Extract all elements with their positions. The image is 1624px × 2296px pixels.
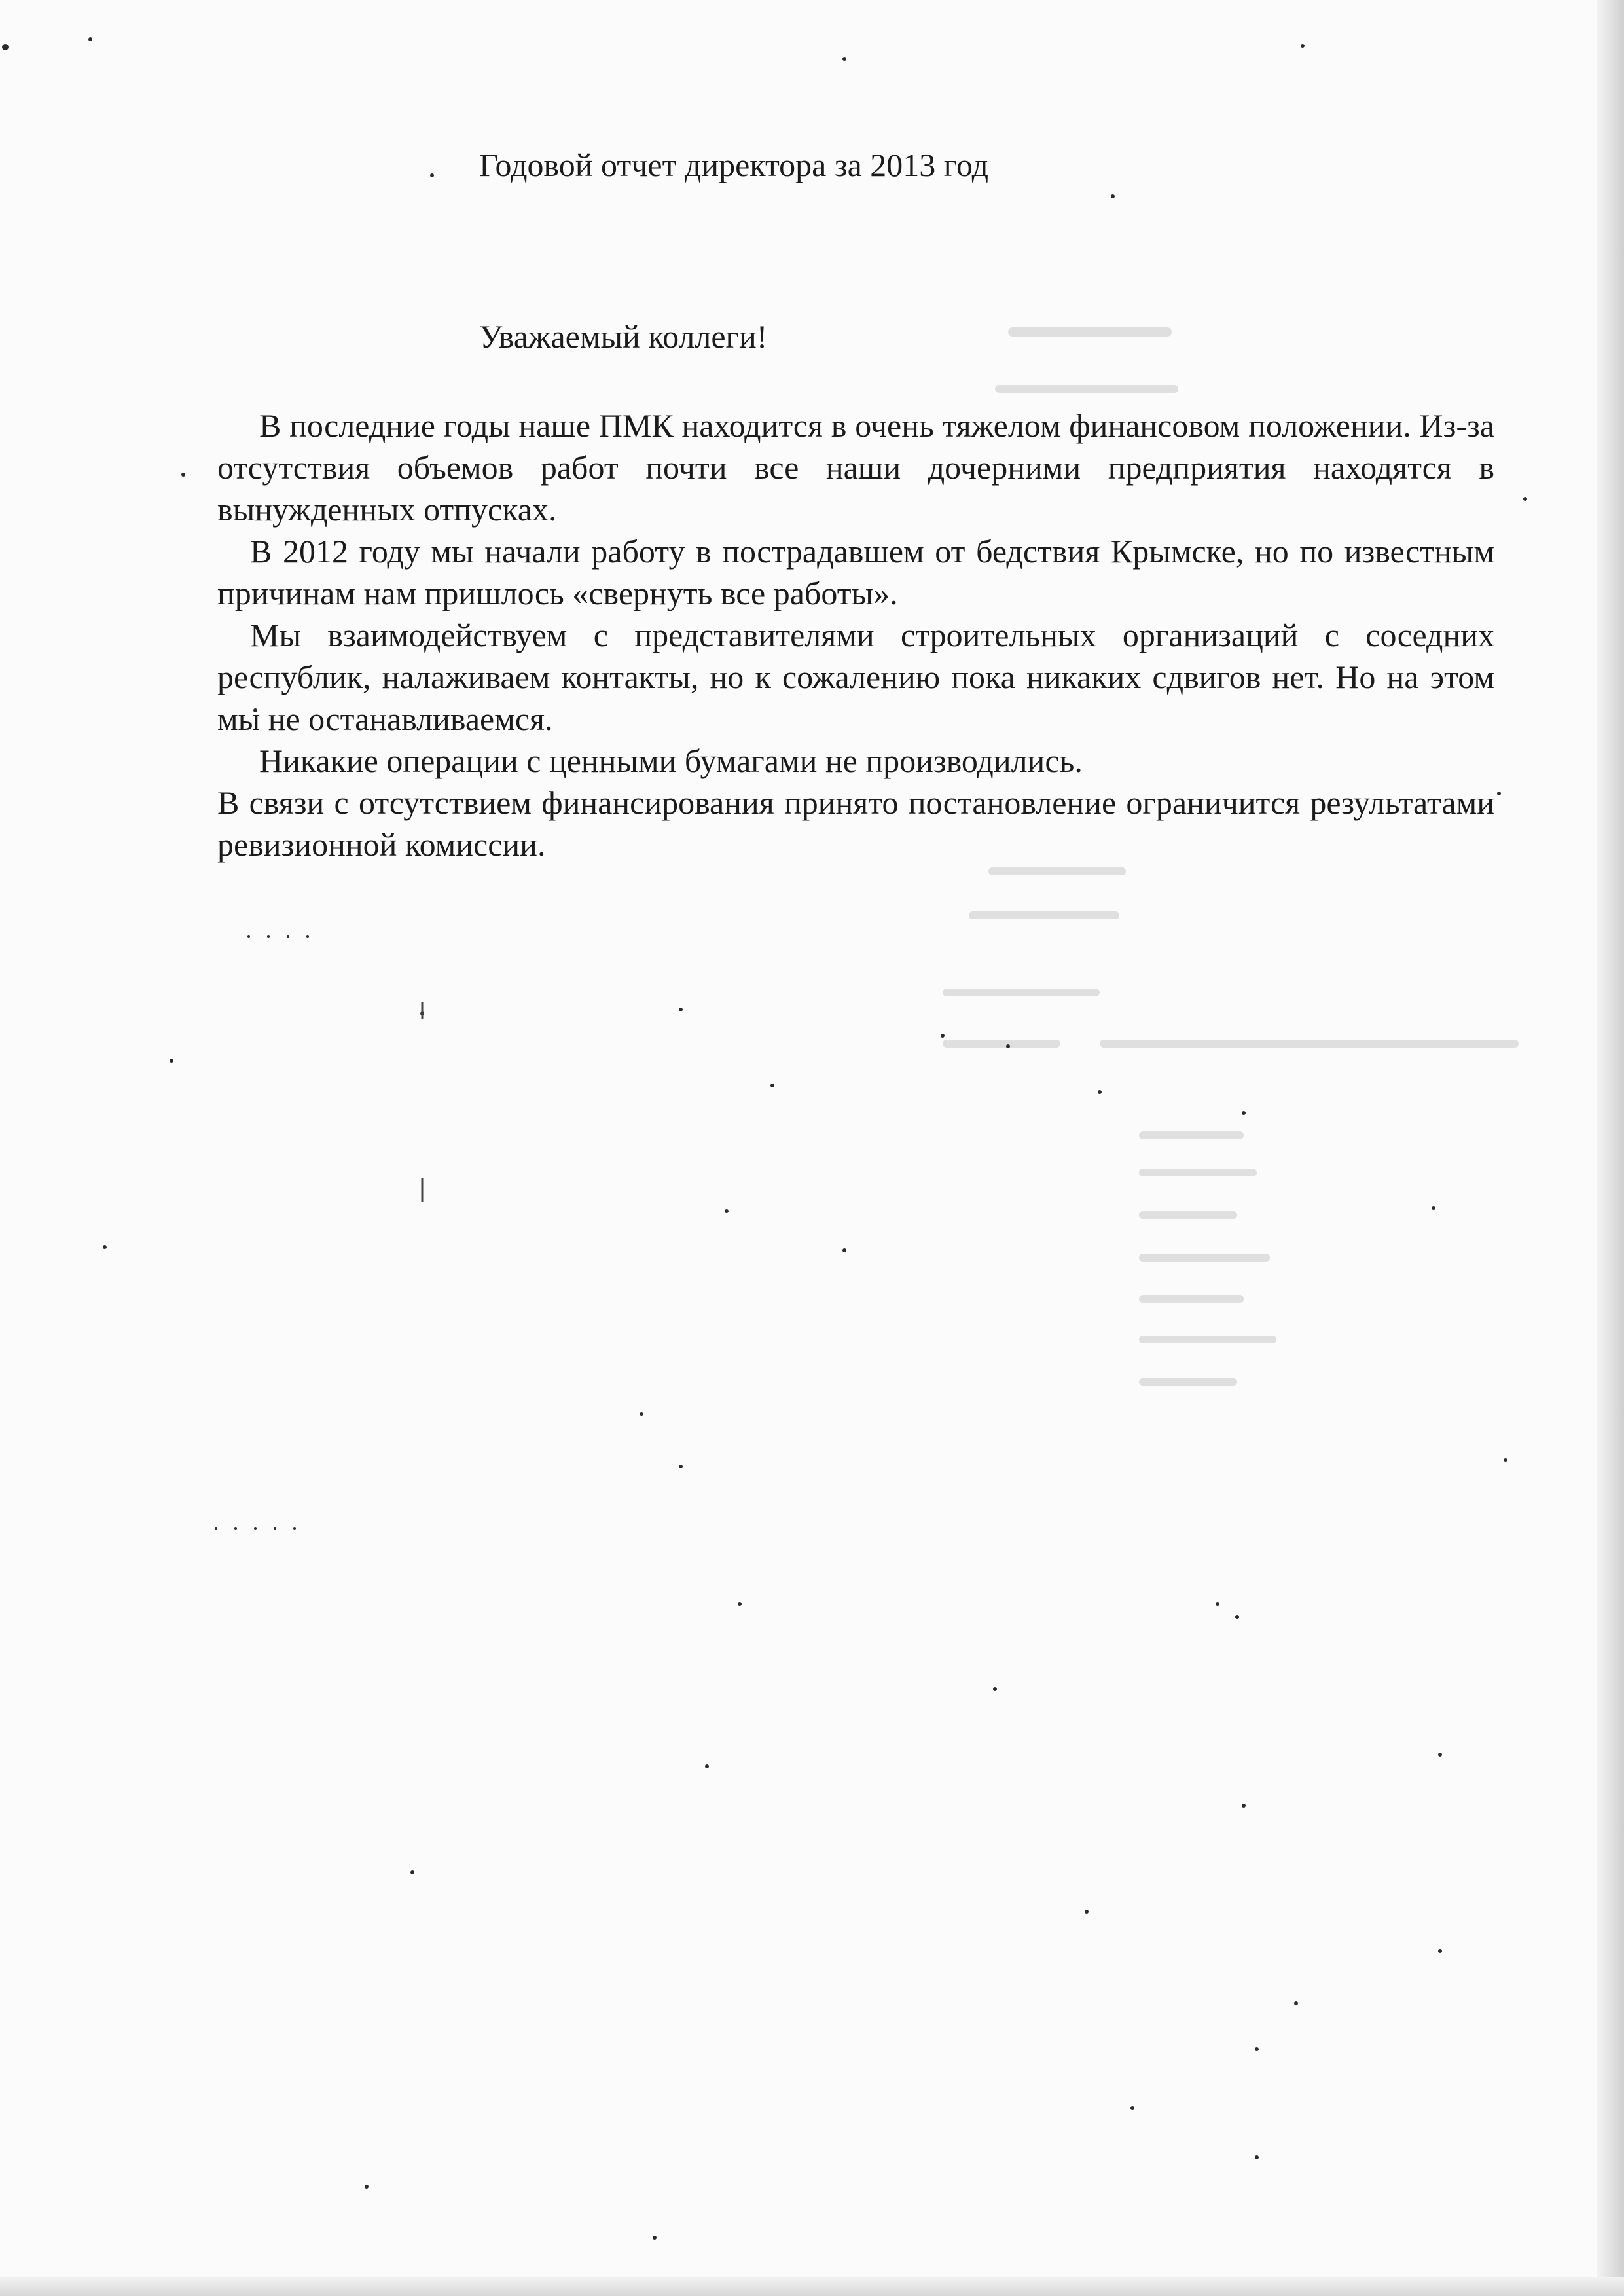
document-body bbox=[217, 405, 1494, 866]
scan-bottom-edge bbox=[0, 2277, 1624, 2296]
paragraph-audit-commission: В связи с отсутствием финансирования принято постановление ограничится результатами ревизионной комиссии. bbox=[217, 784, 1494, 863]
scan-right-edge bbox=[1597, 0, 1624, 2296]
document-title: Годовой отчет директора за 2013 год bbox=[479, 147, 989, 183]
salutation: Уважаемый коллеги! bbox=[479, 318, 768, 355]
paragraph-krymsk-work: В 2012 году мы начали работу в пострадавшем от бедствия Крымске, но по известным причинам нам пришлось «свернуть все работы». bbox=[217, 533, 1494, 611]
paragraph-financial-situation: В последние годы наше ПМК находится в очень тяжелом финансовом положении. Из-за отсутствия объемов работ почти все наши дочерними предприятия находятся в вынужденных отпусках. bbox=[217, 407, 1494, 528]
paragraph-securities: Никакие операции с ценными бумагами не производились. bbox=[259, 742, 1083, 779]
paragraph-cooperation: Мы взаимодействуем с представителями строительных организаций с соседних республик, налаживаем контакты, но к сожалению пока никаких сдвигов нет. Но на этом мы не останавливаемся. bbox=[217, 617, 1494, 737]
